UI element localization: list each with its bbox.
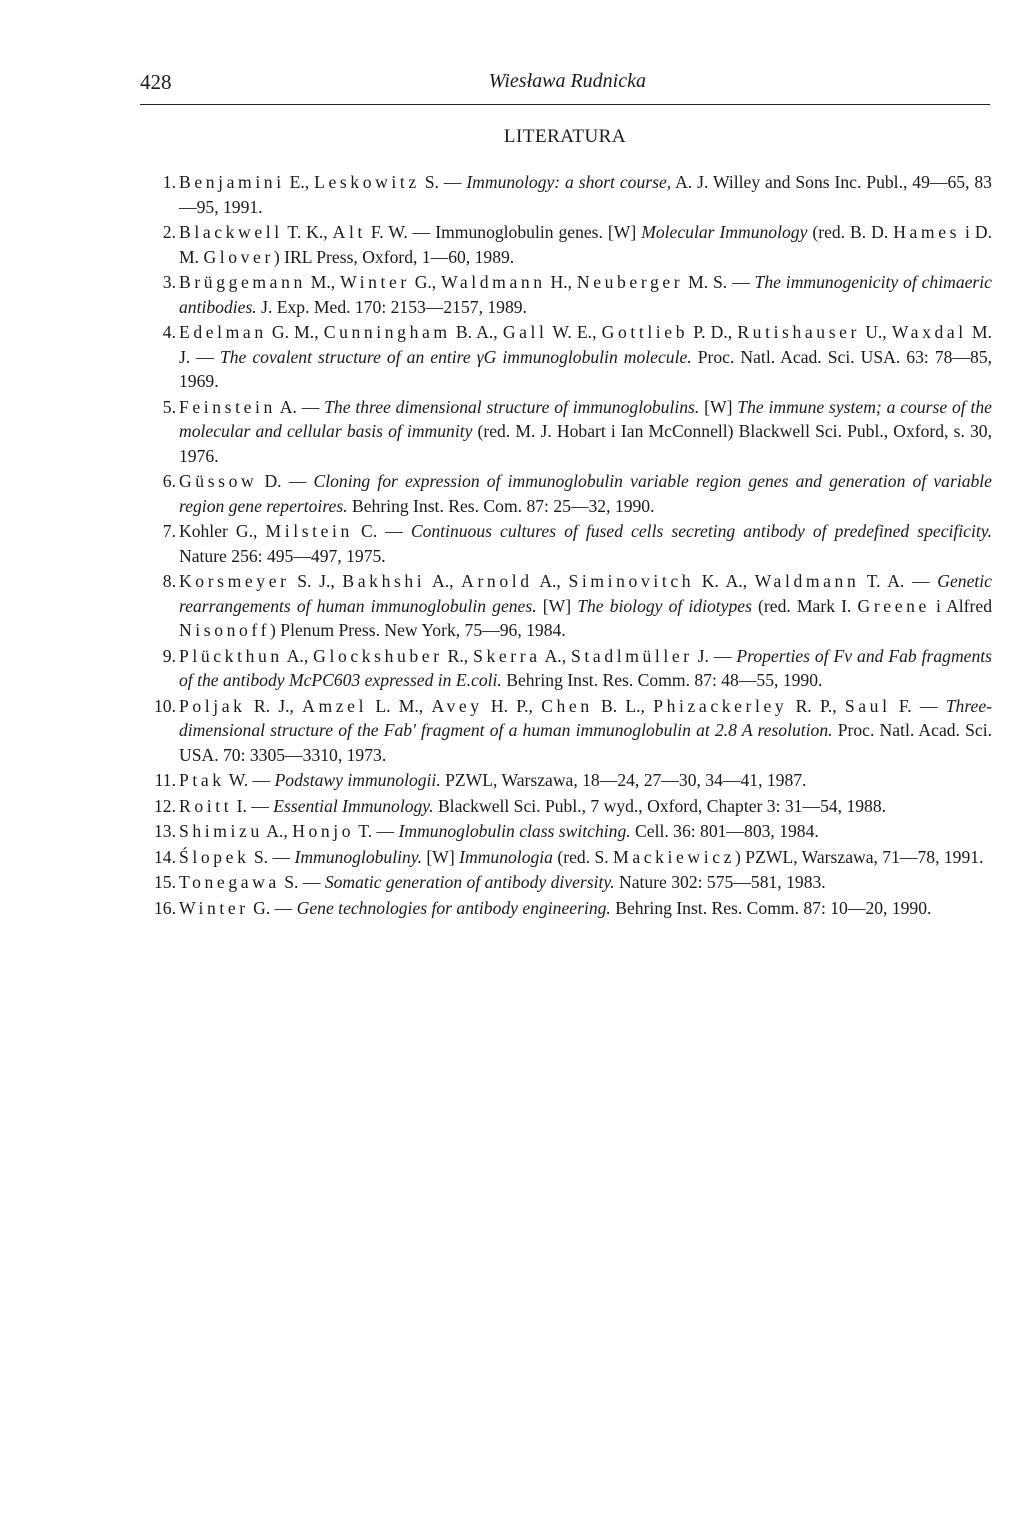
reference-item bbox=[140, 845, 992, 870]
reference-item bbox=[140, 870, 992, 895]
author-name: Cunningham bbox=[323, 322, 451, 342]
reference-number: 10. bbox=[154, 695, 176, 716]
citation-text: ) IRL Press, Oxford, 1—60, 1989. bbox=[273, 246, 515, 267]
author-name: Waldmann bbox=[754, 571, 860, 591]
author-name: Mackiewicz bbox=[613, 846, 736, 867]
citation-text: R. P., bbox=[787, 695, 845, 716]
author-name: Winter bbox=[179, 897, 249, 918]
citation-text: B. L., bbox=[592, 695, 654, 716]
author-name: Feinstein bbox=[179, 396, 276, 417]
citation-text: I. — bbox=[232, 795, 274, 816]
reference-item bbox=[140, 794, 992, 819]
reference-number: 7. bbox=[162, 521, 176, 541]
reference-item bbox=[140, 519, 992, 568]
title-text: Immunoglobulin class switching. bbox=[398, 821, 631, 841]
author-name: Arnold bbox=[461, 571, 533, 591]
author-name: Korsmeyer bbox=[179, 571, 290, 591]
citation-text: T. K., bbox=[282, 222, 333, 242]
author-name: Skerra bbox=[473, 645, 541, 666]
reference-number: 8. bbox=[162, 571, 176, 591]
author-name: Amzel bbox=[302, 695, 368, 716]
citation-text: A., bbox=[540, 645, 572, 666]
author-name: Nisonoff bbox=[179, 620, 271, 640]
reference-number: 12. bbox=[154, 795, 176, 816]
citation-text: Behring Inst. Res. Comm. 87: 10—20, 1990. bbox=[610, 897, 932, 918]
citation-text: [W] bbox=[536, 595, 578, 616]
reference-number: 5. bbox=[162, 396, 176, 417]
citation-text: (red. Mark I. bbox=[751, 595, 858, 616]
citation-text: A. J. Willey and Sons Inc. Publ., 49—65, 83—95, 1991. bbox=[179, 172, 992, 217]
reference-item bbox=[140, 569, 992, 643]
citation-text: (red. S. bbox=[552, 846, 614, 867]
citation-text: S. — bbox=[249, 846, 295, 867]
title-text: The immune system; a course of the molecular and cellular basis of immunity bbox=[179, 396, 992, 441]
author-name: Güssow bbox=[179, 471, 258, 491]
citation-text: B. A., bbox=[450, 322, 503, 342]
reference-number: 14. bbox=[154, 846, 176, 867]
author-name: Hames bbox=[893, 222, 961, 242]
author-name: Leskowitz bbox=[314, 172, 420, 192]
author-name: Stadlmüller bbox=[571, 645, 693, 666]
author-name: Shimizu bbox=[179, 821, 263, 841]
reference-number: 4. bbox=[162, 322, 176, 342]
running-head: Wiesława Rudnicka bbox=[488, 70, 646, 92]
citation-text: M., bbox=[305, 272, 341, 292]
citation-text: A., bbox=[425, 571, 462, 591]
title-text: The immunogenicity of chimaeric antibodies. bbox=[179, 272, 992, 317]
citation-text: E., bbox=[284, 172, 315, 192]
citation-text: F. W. — Immunoglobulin genes. [W] bbox=[365, 222, 642, 242]
title-text: Podstawy immunologii. bbox=[274, 770, 441, 790]
citation-text: D. — bbox=[257, 471, 314, 491]
citation-text: P. D., bbox=[688, 322, 738, 342]
citation-text: Cell. 36: 801—803, 1984. bbox=[630, 821, 819, 841]
citation-text: U., bbox=[860, 322, 892, 342]
reference-number: 3. bbox=[162, 272, 176, 292]
citation-text: W. E., bbox=[547, 322, 602, 342]
title-text: Three-dimensional structure of the Fab' fragment of a human immunoglobulin at 2.8 A resolution. bbox=[179, 695, 992, 740]
citation-text: T. — bbox=[354, 821, 399, 841]
author-name: Plückthun bbox=[179, 645, 283, 666]
author-name: Neuberger bbox=[576, 272, 684, 292]
citation-text: J. Exp. Med. 170: 2153—2157, 1989. bbox=[256, 296, 527, 317]
title-text: The covalent structure of an entire γG immunoglobulin molecule. bbox=[219, 346, 692, 367]
reference-number: 9. bbox=[162, 645, 176, 666]
citation-text: ) Plenum Press. New York, 75—96, 1984. bbox=[270, 620, 566, 640]
title-text: Cloning for expression of immunoglobulin variable region genes and generation of variable region gene repertoires. bbox=[179, 471, 992, 516]
reference-item bbox=[140, 320, 992, 394]
reference-item bbox=[140, 768, 992, 793]
author-name: Roitt bbox=[179, 795, 233, 816]
author-name: Gottlieb bbox=[601, 322, 689, 342]
citation-text: H. P., bbox=[482, 695, 542, 716]
citation-text: A., bbox=[282, 645, 314, 666]
citation-text: L. M., bbox=[367, 695, 432, 716]
reference-item bbox=[140, 395, 992, 469]
author-name: Waldmann bbox=[441, 272, 546, 292]
page-number: 428 bbox=[140, 70, 172, 94]
author-name: Greene bbox=[857, 595, 930, 616]
citation-text: R. J., bbox=[245, 695, 303, 716]
author-name: Glockshuber bbox=[313, 645, 443, 666]
author-name: Phizackerley bbox=[653, 695, 788, 716]
citation-text: S. — bbox=[279, 872, 325, 892]
reference-number: 16. bbox=[154, 897, 176, 918]
author-name: Poljak bbox=[179, 695, 246, 716]
reference-item bbox=[140, 270, 992, 319]
citation-text: A., bbox=[532, 571, 569, 591]
author-name: Blackwell bbox=[179, 222, 283, 242]
citation-text: T. A. — bbox=[859, 571, 938, 591]
citation-text: Nature 302: 575—581, 1983. bbox=[614, 872, 826, 892]
title-text: Immunoglobuliny. bbox=[294, 846, 423, 867]
author-name: Ślopek bbox=[179, 846, 250, 867]
reference-item bbox=[140, 819, 992, 844]
title-text: Somatic generation of antibody diversity. bbox=[324, 872, 615, 892]
author-name: Siminovitch bbox=[568, 571, 695, 591]
citation-text: M. J. — bbox=[179, 322, 992, 367]
reference-number: 11. bbox=[154, 770, 176, 790]
citation-text: (red. B. D. bbox=[807, 222, 894, 242]
citation-text: (red. M. J. Hobart i Ian McConnell) Blackwell Sci. Publ., Oxford, s. 30, 1976. bbox=[179, 421, 992, 466]
citation-text: i D. M. bbox=[179, 222, 992, 267]
citation-text: J. — bbox=[692, 645, 737, 666]
reference-item bbox=[140, 220, 992, 269]
citation-text: C. — bbox=[352, 521, 411, 541]
citation-text: [W] bbox=[699, 396, 738, 417]
reference-item bbox=[140, 469, 992, 518]
citation-text: ) PZWL, Warszawa, 71—78, 1991. bbox=[735, 846, 984, 867]
citation-text: G. — bbox=[248, 897, 297, 918]
author-name: Rutishauser bbox=[737, 322, 861, 342]
citation-text: Proc. Natl. Acad. Sci. USA. 70: 3305—3310, 1973. bbox=[179, 720, 993, 765]
page-header bbox=[140, 70, 990, 105]
citation-text: S. — bbox=[419, 172, 467, 192]
author-name: Tonegawa bbox=[179, 872, 280, 892]
citation-text: Blackwell Sci. Publ., 7 wyd., Oxford, Chapter 3: 31—54, 1988. bbox=[433, 795, 887, 816]
title-text: Immunologia bbox=[459, 846, 553, 867]
author-name: Bakhshi bbox=[342, 571, 426, 591]
citation-text: Kohler G., bbox=[179, 521, 266, 541]
citation-text: Nature 256: 495—497, 1975. bbox=[179, 545, 386, 566]
citation-text: i Alfred bbox=[929, 595, 992, 616]
citation-text: A. — bbox=[275, 396, 325, 417]
author-name: Gall bbox=[502, 322, 548, 342]
title-text: The biology of idiotypes bbox=[577, 595, 752, 616]
reference-number: 2. bbox=[162, 222, 176, 242]
author-name: Honjo bbox=[292, 821, 355, 841]
author-name: Milstein bbox=[265, 521, 353, 541]
citation-text: S. J., bbox=[289, 571, 343, 591]
citation-text: K. A., bbox=[694, 571, 755, 591]
reference-number: 13. bbox=[154, 821, 176, 841]
reference-item bbox=[140, 694, 992, 768]
section-title: LITERATURA bbox=[503, 126, 627, 147]
reference-item bbox=[140, 644, 992, 693]
title-text: Essential Immunology. bbox=[273, 795, 434, 816]
citation-text: F. — bbox=[890, 695, 946, 716]
title-text: Gene technologies for antibody engineering. bbox=[296, 897, 611, 918]
author-name: Saul bbox=[844, 695, 891, 716]
author-name: Glover bbox=[203, 246, 274, 267]
author-name: Brüggemann bbox=[179, 272, 306, 292]
title-text: Immunology: a short course, bbox=[466, 172, 672, 192]
citation-text: W. — bbox=[224, 770, 275, 790]
reference-item bbox=[140, 170, 992, 219]
author-name: Ptak bbox=[179, 770, 225, 790]
citation-text: G. M., bbox=[266, 322, 324, 342]
citation-text: M. S. — bbox=[683, 272, 755, 292]
title-text: Genetic rearrangements of human immunoglobulin genes. bbox=[179, 571, 992, 616]
author-name: Edelman bbox=[179, 322, 267, 342]
reference-number: 1. bbox=[162, 172, 176, 192]
citation-text: Proc. Natl. Acad. Sci. USA. 63: 78—85, 1969. bbox=[179, 346, 993, 391]
citation-text: H., bbox=[545, 272, 577, 292]
author-name: Alt bbox=[332, 222, 366, 242]
citation-text: [W] bbox=[422, 846, 460, 867]
citation-text: A., bbox=[262, 821, 293, 841]
title-text: Molecular Immunology bbox=[641, 222, 808, 242]
reference-number: 15. bbox=[154, 872, 176, 892]
citation-text: PZWL, Warszawa, 18—24, 27—30, 34—41, 1987. bbox=[440, 770, 807, 790]
reference-list bbox=[140, 170, 992, 921]
reference-item bbox=[140, 896, 992, 921]
citation-text: Behring Inst. Res. Comm. 87: 48—55, 1990. bbox=[501, 670, 823, 690]
author-name: Waxdal bbox=[891, 322, 967, 342]
citation-text: Behring Inst. Res. Com. 87: 25—32, 1990. bbox=[347, 495, 655, 516]
author-name: Winter bbox=[340, 272, 410, 292]
title-text: The three dimensional structure of immunoglobulins. bbox=[324, 396, 700, 417]
title-text: Properties of Fv and Fab fragments of the antibody McPC603 expressed in E.coli. bbox=[179, 645, 992, 690]
author-name: Benjamini bbox=[179, 172, 285, 192]
author-name: Avey bbox=[431, 695, 483, 716]
title-text: Continuous cultures of fused cells secreting antibody of predefined specificity. bbox=[410, 521, 993, 541]
citation-text: R., bbox=[442, 645, 474, 666]
author-name: Chen bbox=[541, 695, 593, 716]
reference-number: 6. bbox=[162, 471, 176, 491]
citation-text: G., bbox=[409, 272, 442, 292]
